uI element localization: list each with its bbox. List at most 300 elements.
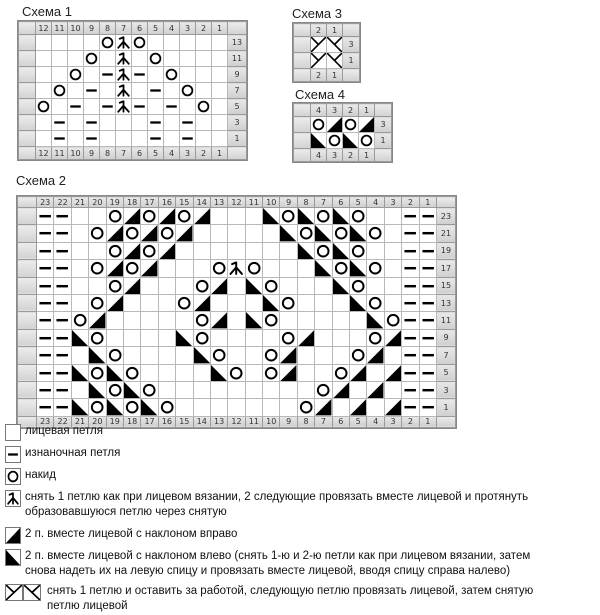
schema-1-chart [17,20,248,161]
yarn-over-symbol [228,364,245,381]
knit-cell [280,399,297,416]
knit-icon [5,424,21,441]
column-number: 11 [52,147,68,160]
row-number: 5 [228,99,247,115]
corner-cell [294,149,311,162]
ssk-left-symbol [297,208,314,225]
corner-cell [436,416,455,427]
ssk-left-symbol [332,277,349,294]
knit-cell [176,260,193,277]
yarn-over-symbol [367,260,384,277]
purl-symbol [84,115,100,131]
corner-cell [294,24,311,37]
chart-row [294,53,360,69]
chart-row [19,35,247,51]
knit-cell [132,83,148,99]
yarn-over-symbol [196,99,212,115]
ssk-left-symbol [350,294,367,311]
purl-symbol [68,99,84,115]
corner-cell [436,197,455,208]
knit-cell [193,399,210,416]
chart-row [18,399,456,416]
knit-cell [297,347,314,364]
column-number: 3 [180,22,196,35]
purl-symbol [84,83,100,99]
yarn-over-symbol [263,277,280,294]
purl-symbol [37,294,54,311]
ssk-left-symbol [89,381,106,398]
row-number: 1 [375,133,392,149]
ssk-left-symbol [141,399,158,416]
column-number: 10 [68,22,84,35]
row-side-cell [19,51,36,67]
column-number: 2 [402,416,419,427]
yarn-over-symbol [367,294,384,311]
knit-cell [332,399,349,416]
knit-cell [315,294,332,311]
row-number: 7 [436,347,455,364]
k2tog-right-icon [5,527,21,544]
row-number: 13 [228,35,247,51]
yarn-over-symbol [89,225,106,242]
ssk-left-symbol [343,133,359,149]
purl-symbol [54,242,71,259]
chart-row [294,37,360,53]
chart-row [19,67,247,83]
knit-cell [141,329,158,346]
knit-cell [71,347,88,364]
column-number: 3 [327,149,343,162]
row-number: 11 [436,312,455,329]
column-number: 7 [116,22,132,35]
knit-cell [245,242,262,259]
row-number: 1 [436,399,455,416]
column-number: 17 [141,416,158,427]
column-number: 1 [419,197,436,208]
column-number: 5 [148,147,164,160]
yarn-over-symbol [263,312,280,329]
column-number: 5 [148,22,164,35]
knit-cell [141,277,158,294]
ssk-left-symbol [311,133,327,149]
chart-row [18,381,456,398]
column-number: 4 [164,22,180,35]
k2tog-right-symbol [384,364,401,381]
k2tog-right-symbol [106,294,123,311]
knit-cell [158,381,175,398]
yarn-over-symbol [367,329,384,346]
knit-cell [71,294,88,311]
knit-cell [132,51,148,67]
knit-cell [100,131,116,147]
knit-cell [176,312,193,329]
knit-cell [280,381,297,398]
row-side-cell [19,115,36,131]
ssk-left-symbol [245,277,262,294]
schema-1-grid [18,21,247,160]
row-side-cell [18,399,37,416]
purl-symbol [100,67,116,83]
row-side-cell [19,67,36,83]
chart-row [18,329,456,346]
knit-cell [193,364,210,381]
knit-cell [158,312,175,329]
column-number: 22 [54,197,71,208]
knit-cell [148,35,164,51]
yarn-over-symbol [141,381,158,398]
yarn-over-symbol [71,312,88,329]
knit-cell [106,329,123,346]
ssk-left-icon [5,549,21,566]
ssk-left-symbol [176,329,193,346]
yarn-over-symbol [123,260,140,277]
row-side-cell [18,347,37,364]
knit-cell [297,294,314,311]
purl-symbol [54,329,71,346]
column-number: 1 [212,22,228,35]
knit-cell [193,242,210,259]
column-number: 9 [84,147,100,160]
k2tog-right-symbol [280,347,297,364]
corner-cell [19,147,36,160]
yarn-over-symbol [106,277,123,294]
purl-symbol [37,329,54,346]
knit-cell [106,312,123,329]
legend-text: 2 п. вместе лицевой с наклоном влево (снять 1-ю и 2-ю петли как при лицевом вязании, затем снова надеть их на левую спицу и провязать вместе лицевой, вводя спицу справа налево) [25,550,531,577]
chart-row [19,83,247,99]
yarn-over-symbol [311,117,327,133]
knit-cell [212,67,228,83]
knit-cell [297,312,314,329]
column-number: 4 [367,416,384,427]
column-number: 4 [367,197,384,208]
purl-symbol [402,364,419,381]
column-number: 3 [180,147,196,160]
knit-cell [384,260,401,277]
chart-row [18,277,456,294]
purl-symbol [402,260,419,277]
row-side-cell [18,364,37,381]
knit-cell [52,99,68,115]
legend-item-knit [5,424,103,441]
knit-cell [68,83,84,99]
knit-cell [367,242,384,259]
knit-cell [196,67,212,83]
knit-cell [123,294,140,311]
knit-cell [228,294,245,311]
knit-cell [68,51,84,67]
column-number: 12 [36,147,52,160]
yarn-over-symbol [315,242,332,259]
purl-symbol [84,131,100,147]
ssk-left-symbol [315,225,332,242]
knit-cell [196,131,212,147]
corner-cell [19,22,36,35]
knit-cell [52,35,68,51]
knit-cell [148,67,164,83]
row-number: 7 [228,83,247,99]
knit-cell [89,208,106,225]
corner-cell [228,147,247,160]
knit-cell [158,294,175,311]
knit-cell [176,277,193,294]
column-number: 3 [384,197,401,208]
yarn-over-symbol [89,260,106,277]
k2tog-right-symbol [106,225,123,242]
knit-cell [212,131,228,147]
knit-cell [164,115,180,131]
chart-row [18,294,456,311]
ssk-left-symbol [71,399,88,416]
row-side-cell [18,225,37,242]
purl-symbol [54,294,71,311]
knit-cell [52,67,68,83]
column-number: 11 [245,416,262,427]
schema-2-chart [16,195,457,429]
ssk-left-symbol [71,364,88,381]
knit-cell [116,115,132,131]
yarn-over-symbol [350,347,367,364]
purl-symbol [419,381,436,398]
knit-cell [315,277,332,294]
schema-3-grid [293,23,360,82]
knit-cell [100,51,116,67]
column-number: 10 [263,197,280,208]
column-number: 8 [297,416,314,427]
column-number: 12 [228,197,245,208]
knit-cell [164,131,180,147]
purl-symbol [54,364,71,381]
knit-cell [350,381,367,398]
knit-cell [180,35,196,51]
k2tog-right-symbol [193,294,210,311]
knit-cell [36,83,52,99]
knit-cell [332,294,349,311]
knit-cell [263,381,280,398]
purl-symbol [37,364,54,381]
knit-cell [263,329,280,346]
k2tog-right-symbol [367,347,384,364]
sk2p-symbol [116,51,132,67]
knit-cell [180,67,196,83]
yarn-over-symbol [280,329,297,346]
k2tog-right-symbol [332,381,349,398]
yarn-over-symbol [106,242,123,259]
knit-cell [263,260,280,277]
knit-cell [384,242,401,259]
legend-text: снять 1 петлю и оставить за работой, следующую петлю провязать лицевой, затем снятую петлю лицевой [47,585,534,612]
ssk-left-symbol [210,364,227,381]
purl-symbol [419,277,436,294]
yarn-over-symbol [176,294,193,311]
yarn-over-symbol [36,99,52,115]
knit-cell [196,35,212,51]
column-number: 15 [176,416,193,427]
knit-cell [228,225,245,242]
knit-cell [245,208,262,225]
k2tog-right-symbol [350,364,367,381]
knit-cell [210,381,227,398]
row-side-cell [18,312,37,329]
cross-left-symbol [311,37,327,53]
sk2p-icon [5,490,21,507]
knit-cell [84,35,100,51]
purl-symbol [419,312,436,329]
purl-symbol [54,260,71,277]
row-side-cell [18,260,37,277]
column-number: 13 [210,416,227,427]
column-number: 17 [141,197,158,208]
legend-item-yarn-over [5,468,56,485]
schema-3-chart [292,22,361,83]
knit-cell [280,242,297,259]
knit-cell [228,399,245,416]
knit-cell [176,381,193,398]
purl-symbol [54,277,71,294]
row-number: 3 [375,117,392,133]
k2tog-right-symbol [210,312,227,329]
purl-symbol [402,225,419,242]
cross-right-symbol [327,37,343,53]
row-side-cell [18,277,37,294]
column-number: 16 [158,197,175,208]
purl-symbol [54,399,71,416]
row-side-cell [294,133,311,149]
chart-row [294,133,392,149]
row-side-cell [19,99,36,115]
row-number: 17 [436,260,455,277]
column-number: 9 [280,197,297,208]
chart-row [19,51,247,67]
yarn-over-symbol [210,347,227,364]
yarn-over-symbol [164,67,180,83]
knit-cell [210,294,227,311]
row-number: 23 [436,208,455,225]
knit-cell [350,312,367,329]
column-number: 14 [193,416,210,427]
column-number: 2 [402,197,419,208]
column-number: 1 [327,69,343,82]
knit-cell [384,208,401,225]
knit-cell [367,208,384,225]
knit-cell [68,35,84,51]
k2tog-right-symbol [141,225,158,242]
knit-cell [212,83,228,99]
corner-cell [228,22,247,35]
knit-cell [176,399,193,416]
knit-cell [132,131,148,147]
column-number: 21 [71,197,88,208]
purl-symbol [54,312,71,329]
column-number: 9 [84,22,100,35]
k2tog-right-symbol [350,399,367,416]
purl-symbol [180,115,196,131]
purl-symbol [402,347,419,364]
row-side-cell [18,242,37,259]
knit-cell [123,347,140,364]
ssk-left-symbol [106,399,123,416]
column-number: 8 [100,22,116,35]
row-side-cell [19,35,36,51]
yarn-over-symbol [141,208,158,225]
chart-row [294,117,392,133]
knit-cell [71,225,88,242]
k2tog-right-symbol [280,364,297,381]
knit-cell [84,99,100,115]
yarn-over-symbol [89,399,106,416]
yarn-over-symbol [280,294,297,311]
knit-cell [89,277,106,294]
knit-cell [100,115,116,131]
yarn-over-symbol [359,133,375,149]
yarn-over-symbol [332,364,349,381]
row-number: 3 [343,37,360,53]
column-number: 23 [37,416,54,427]
row-number: 3 [436,381,455,398]
column-number: 2 [343,149,359,162]
yarn-over-symbol [280,208,297,225]
purl-symbol [37,208,54,225]
purl-symbol [54,208,71,225]
k2tog-right-symbol [315,399,332,416]
knit-cell [384,294,401,311]
purl-symbol [419,364,436,381]
knit-cell [84,67,100,83]
purl-symbol [164,99,180,115]
sk2p-symbol [228,260,245,277]
yarn-over-symbol [245,260,262,277]
knit-cell [158,277,175,294]
knit-cell [158,364,175,381]
knit-cell [212,51,228,67]
knit-cell [315,347,332,364]
column-number: 1 [419,416,436,427]
yarn-over-symbol [148,51,164,67]
knit-cell [36,51,52,67]
knit-cell [158,260,175,277]
knit-cell [263,399,280,416]
purl-symbol [37,347,54,364]
column-number: 4 [311,104,327,117]
column-number: 6 [132,147,148,160]
knit-cell [158,329,175,346]
knit-cell [193,381,210,398]
yarn-over-symbol [89,329,106,346]
knit-cell [100,83,116,99]
knit-cell [228,208,245,225]
knit-cell [297,381,314,398]
yarn-over-symbol [384,312,401,329]
ssk-left-symbol [367,312,384,329]
column-number: 1 [327,24,343,37]
column-number: 20 [89,416,106,427]
corner-cell [343,69,360,82]
knit-cell [164,83,180,99]
corner-cell [343,24,360,37]
column-number: 7 [315,416,332,427]
column-number: 22 [54,416,71,427]
yarn-over-symbol [100,35,116,51]
column-number: 11 [52,22,68,35]
yarn-over-symbol [106,347,123,364]
purl-symbol [419,399,436,416]
sk2p-symbol [116,35,132,51]
chart-row [18,225,456,242]
purl-symbol [37,277,54,294]
yarn-over-symbol [297,225,314,242]
k2tog-right-symbol [193,208,210,225]
k2tog-right-symbol [123,277,140,294]
